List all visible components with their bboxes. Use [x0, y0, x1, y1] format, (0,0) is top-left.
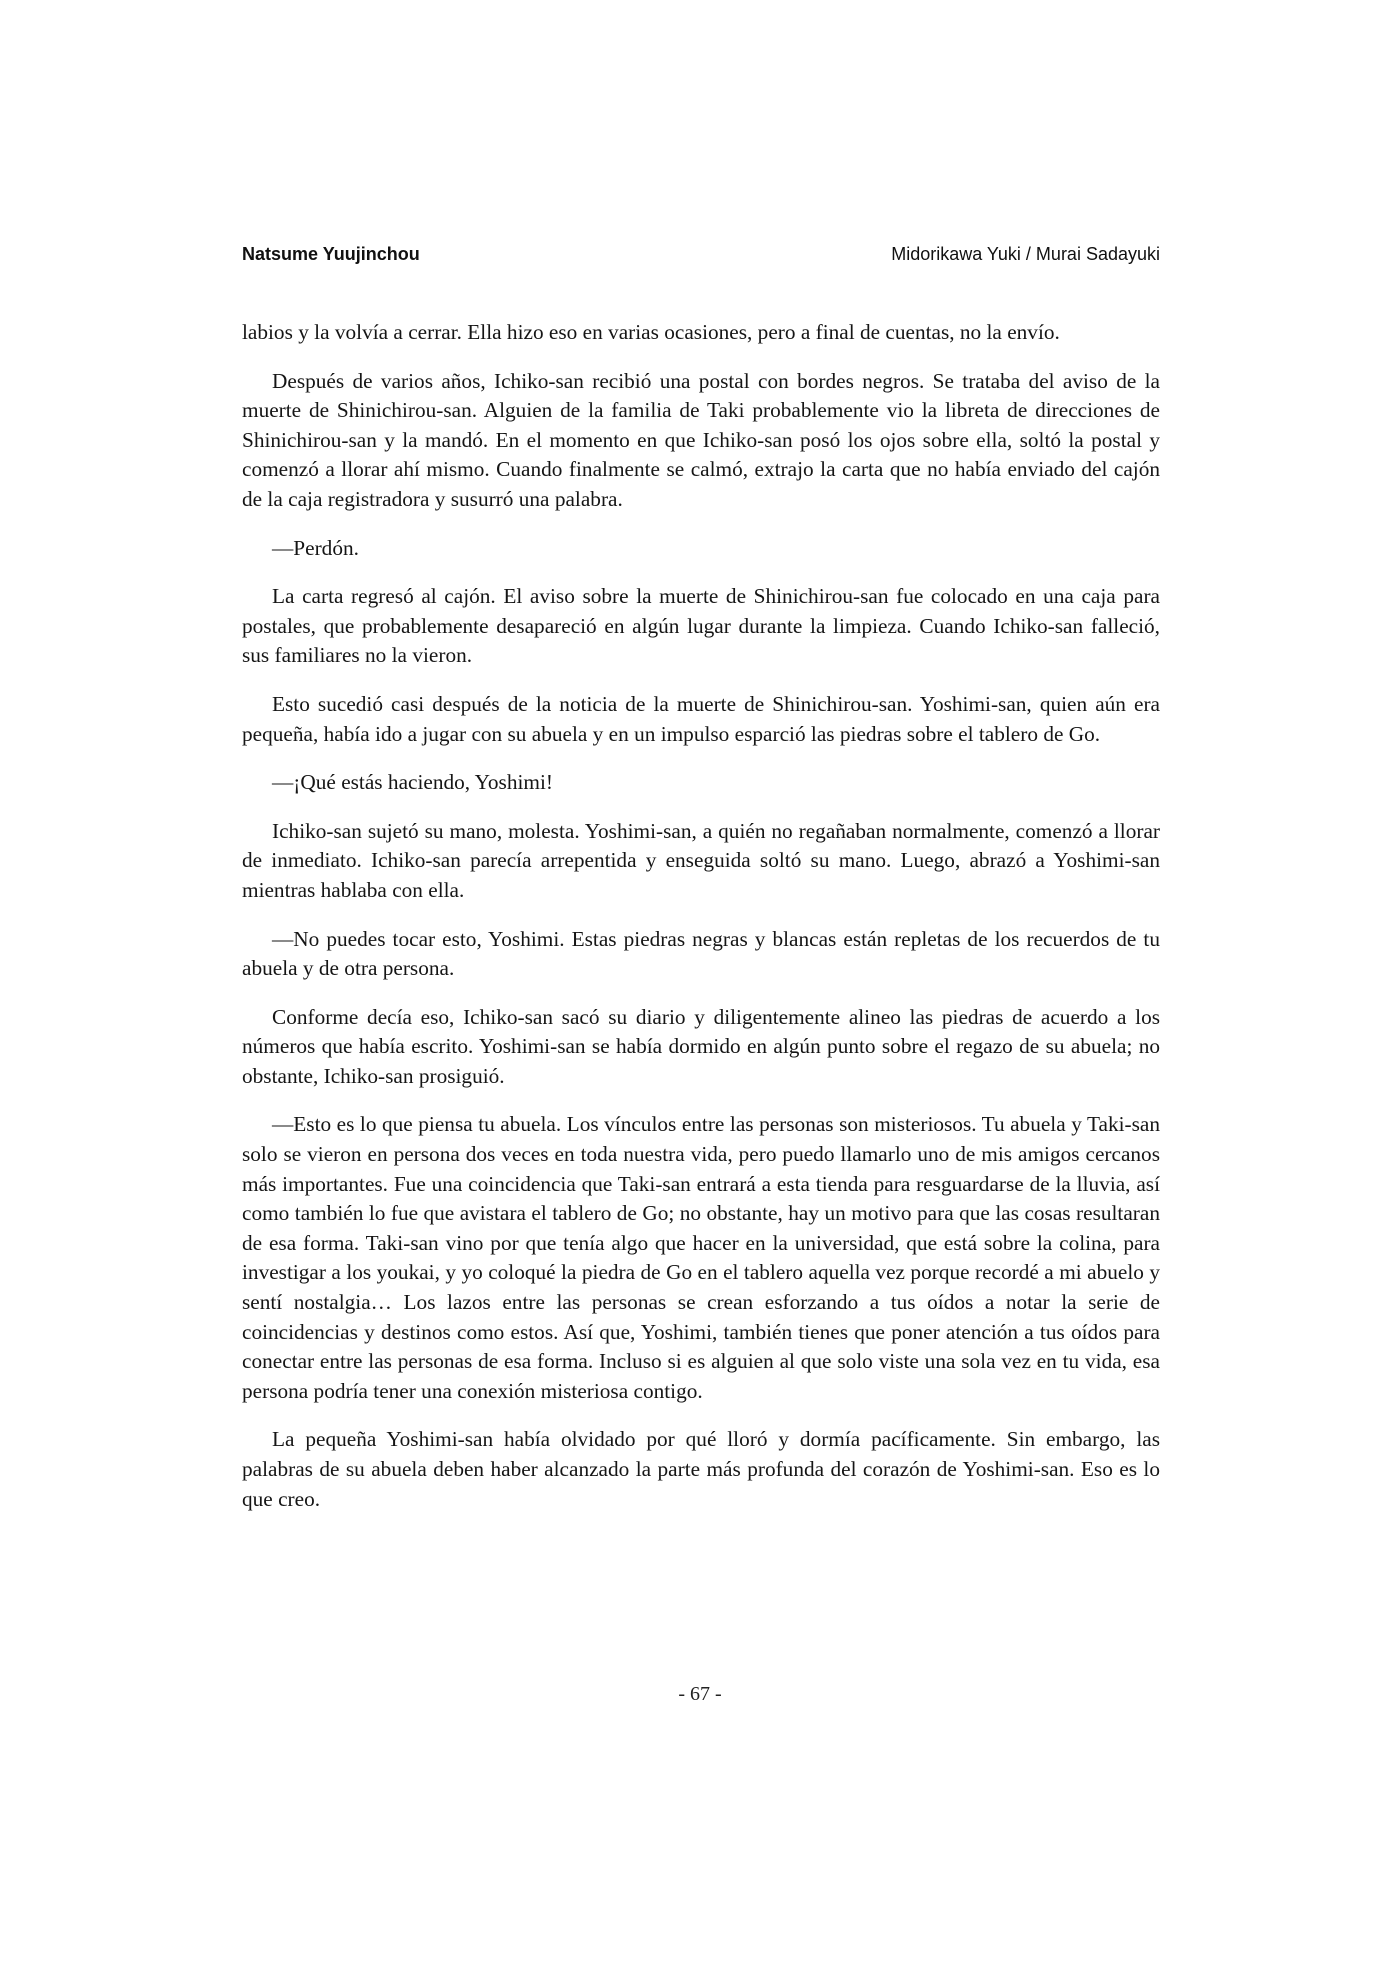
paragraph: labios y la volvía a cerrar. Ella hizo eso en varias ocasiones, pero a final de cuentas, no la envío.: [242, 320, 1060, 344]
paragraph: La carta regresó al cajón. El aviso sobre la muerte de Shinichirou-san fue colocado en una caja para postales, que probablemente desapareció en algún lugar durante la limpieza. Cuando Ichiko-san falleció, sus familiares no la vieron.: [242, 584, 1160, 668]
paragraph: La pequeña Yoshimi-san había olvidado por qué lloró y dormía pacíficamente. Sin embargo, las palabras de su abuela deben haber alcanzado la parte más profunda del corazón de Yoshimi-san. Eso es lo que creo.: [242, 1427, 1160, 1511]
header-authors: Midorikawa Yuki / Murai Sadayuki: [891, 244, 1160, 264]
dialogue-line: —Esto es lo que piensa tu abuela. Los vínculos entre las personas son misteriosos. Tu abuela y Taki-san solo se vieron en persona dos veces en toda nuestra vida, pero puedo llamarlo uno de mis amigos cercanos más importantes. Fue una coincidencia que Taki-san entrará a esta tienda para resguardarse de la lluvia, así como también lo fue que avistara el tablero de Go; no obstante, hay un motivo para que las cosas resultaran de esa forma. Taki-san vino por que tenía algo que hacer en la universidad, que está sobre la colina, para investigar a los youkai, y yo coloqué la piedra de Go en el tablero aquella vez porque recordé a mi abuelo y sentí nostalgia… Los lazos entre las personas se crean esforzando a tus oídos a notar la serie de coincidencias y destinos como estos. Así que, Yoshimi, también tienes que poner atención a tus oídos para conectar entre las personas de esa forma. Incluso si es alguien al que solo viste una sola vez en tu vida, esa persona podría tener una conexión misteriosa contigo.: [242, 1112, 1160, 1403]
paragraph: Ichiko-san sujetó su mano, molesta. Yoshimi-san, a quién no regañaban normalmente, comenzó a llorar de inmediato. Ichiko-san parecía arrepentida y enseguida soltó su mano. Luego, abrazó a Yoshimi-san mientras hablaba con ella.: [242, 818, 1160, 902]
header-book-title: Natsume Yuujinchou: [242, 244, 420, 264]
dialogue-line: —Perdón.: [272, 535, 359, 560]
paragraph: Esto sucedió casi después de la noticia de la muerte de Shinichirou-san. Yoshimi-san, quien aún era pequeña, había ido a jugar con su abuela y en un impulso esparció las piedras sobre el tablero de Go.: [242, 691, 1160, 746]
body-text: [242, 318, 1160, 1533]
dialogue-line: —No puedes tocar esto, Yoshimi. Estas piedras negras y blancas están repletas de los recuerdos de tu abuela y de otra persona.: [242, 926, 1160, 981]
dialogue-line: —¡Qué estás haciendo, Yoshimi!: [272, 770, 553, 795]
paragraph: Conforme decía eso, Ichiko-san sacó su diario y diligentemente alineo las piedras de acuerdo a los números que había escrito. Yoshimi-san se había dormido en algún punto sobre el regazo de su abuela; no obstante, Ichiko-san prosiguió.: [242, 1004, 1160, 1088]
paragraph: Después de varios años, Ichiko-san recibió una postal con bordes negros. Se trataba del aviso de la muerte de Shinichirou-san. Alguien de la familia de Taki probablemente vio la libreta de direcciones de Shinichirou-san y la mandó. En el momento en que Ichiko-san posó los ojos sobre ella, soltó la postal y comenzó a llorar ahí mismo. Cuando finalmente se calmó, extrajo la carta que no había enviado del cajón de la caja registradora y susurró una palabra.: [242, 368, 1160, 511]
running-header: [242, 244, 1160, 272]
page-number: - 67 -: [678, 1683, 722, 1705]
